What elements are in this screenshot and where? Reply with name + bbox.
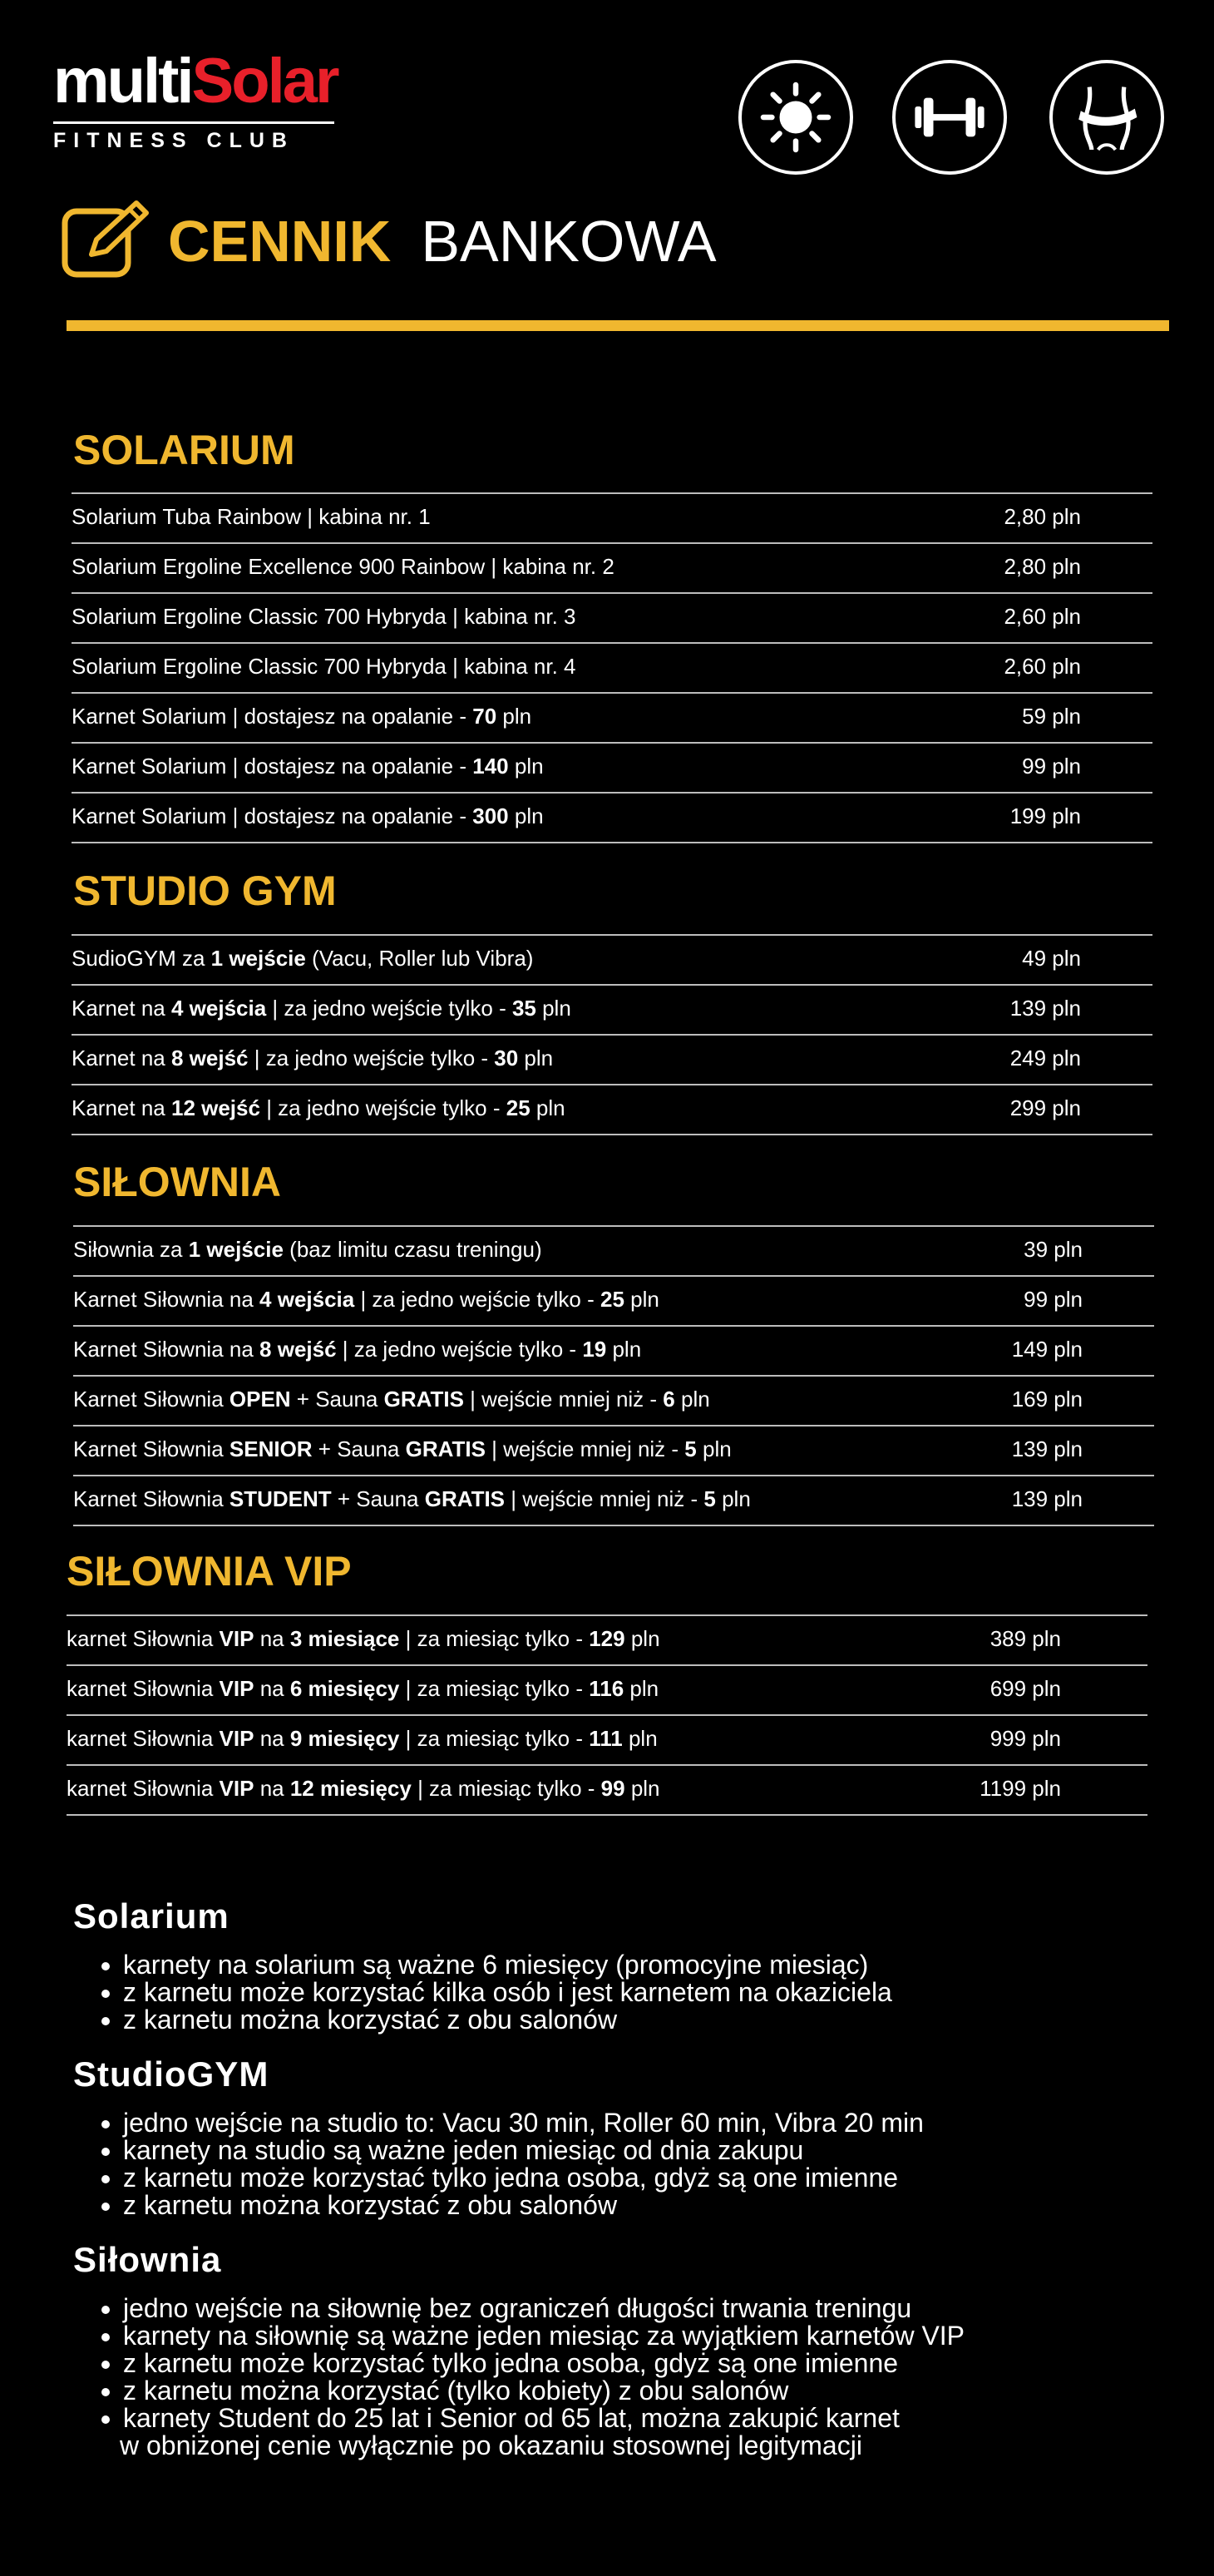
service-name xyxy=(72,554,614,580)
service-name-highlight: 111 xyxy=(589,1726,623,1751)
service-price: 149 pln xyxy=(1011,1337,1083,1362)
service-name-text: pln xyxy=(622,1726,658,1751)
service-name-highlight: 4 wejścia xyxy=(259,1287,355,1312)
service-price: 1199 pln xyxy=(980,1776,1061,1801)
info-heading: StudioGYM xyxy=(73,2054,269,2094)
price-table-silownia xyxy=(73,1225,1154,1526)
service-name-text: pln xyxy=(624,1626,660,1651)
service-name-text: pln xyxy=(535,996,571,1021)
service-name-text: Karnet Solarium | dostajesz na opalanie - xyxy=(72,803,473,828)
service-name-highlight: 5 xyxy=(684,1436,697,1461)
info-item: • z karnetu może korzystać kilka osób i jest karnetem na okaziciela xyxy=(123,1979,892,2006)
price-row xyxy=(73,1475,1154,1526)
price-row xyxy=(72,692,1152,742)
info-item: • z karnetu można korzystać z obu salonów xyxy=(123,2192,924,2219)
logo-solar: Solar xyxy=(191,46,338,116)
info-item: • karnety na studio są ważne jeden miesiąc od dnia zakupu xyxy=(123,2137,924,2164)
service-name-highlight: 12 miesięcy xyxy=(289,1776,412,1801)
price-row xyxy=(72,984,1152,1034)
service-name xyxy=(67,1726,658,1752)
service-name-highlight: 1 wejście xyxy=(188,1237,284,1262)
service-name-highlight: 70 xyxy=(472,704,497,729)
service-name-highlight: GRATIS xyxy=(405,1436,486,1461)
info-item: • z karnetu można korzystać z obu salonów xyxy=(123,2006,892,2034)
service-name-highlight: OPEN xyxy=(229,1387,291,1412)
service-price: 249 pln xyxy=(1009,1046,1081,1070)
logo-subtitle: FITNESS CLUB xyxy=(53,129,294,152)
logo-divider xyxy=(53,121,334,124)
info-item: • z karnetu może korzystać tylko jedna osoba, gdyż są one imienne xyxy=(123,2164,924,2192)
service-price: 2,60 pln xyxy=(1004,654,1081,679)
service-name xyxy=(67,1676,659,1702)
service-name-text: karnet Siłownia xyxy=(67,1626,220,1651)
title-location: BANKOWA xyxy=(421,209,717,274)
price-row xyxy=(73,1275,1154,1325)
service-name-text: Karnet Siłownia na xyxy=(73,1287,260,1312)
service-name-highlight: 9 miesięcy xyxy=(289,1726,400,1751)
price-row xyxy=(72,492,1152,542)
service-price: 389 pln xyxy=(989,1626,1061,1651)
service-name-text: Karnet Siłownia na xyxy=(73,1337,260,1362)
service-name xyxy=(72,604,576,630)
service-name-text: Solarium Ergoline Classic 700 Hybryda | kabina nr. 3 xyxy=(72,604,576,629)
price-row xyxy=(67,1614,1147,1664)
info-list xyxy=(120,2293,965,2460)
service-name-text: karnet Siłownia xyxy=(67,1726,220,1751)
title-main: CENNIK xyxy=(168,209,392,274)
service-price: 99 pln xyxy=(1022,754,1081,779)
service-name-highlight: GRATIS xyxy=(424,1486,506,1511)
service-name-highlight: 8 wejść xyxy=(170,1046,249,1070)
info-item: • karnety na siłownię są ważne jeden miesiąc za wyjątkiem karnetów VIP xyxy=(123,2322,965,2350)
service-name-text: Karnet Solarium | dostajesz na opalanie - xyxy=(72,704,473,729)
price-table-silownia-vip xyxy=(67,1614,1147,1816)
service-price: 139 pln xyxy=(1011,1486,1083,1511)
section-title-silownia-vip: SIŁOWNIA VIP xyxy=(67,1548,352,1595)
service-name-text: | za jedno wejście tylko - xyxy=(259,1095,506,1120)
price-row xyxy=(73,1225,1154,1275)
dumbbell-icon xyxy=(892,60,1007,175)
service-name-text: Karnet Solarium | dostajesz na opalanie - xyxy=(72,754,473,779)
service-name-text: Karnet na xyxy=(72,1095,171,1120)
service-name xyxy=(72,504,431,530)
service-name xyxy=(67,1776,660,1802)
service-name-text: pln xyxy=(624,1287,659,1312)
service-name-text: pln xyxy=(715,1486,751,1511)
service-price: 2,80 pln xyxy=(1004,554,1081,579)
service-name-highlight: 140 xyxy=(472,754,509,779)
service-name xyxy=(73,1237,542,1263)
info-item: • jedno wejście na siłownię bez ograniczeń długości trwania treningu xyxy=(123,2295,965,2322)
service-price: 999 pln xyxy=(989,1726,1061,1751)
service-name-text: Karnet Siłownia xyxy=(73,1436,229,1461)
service-name-text: pln xyxy=(696,1436,732,1461)
sun-icon xyxy=(738,60,853,175)
service-name-highlight: 99 xyxy=(600,1776,625,1801)
service-price: 169 pln xyxy=(1011,1387,1083,1412)
service-name-highlight: 25 xyxy=(506,1095,531,1120)
service-name-text: | za miesiąc tylko - xyxy=(399,1726,590,1751)
info-item: • karnety na solarium są ważne 6 miesięcy (promocyjne miesiąc) xyxy=(123,1951,892,1979)
service-price: 139 pln xyxy=(1011,1436,1083,1461)
price-row xyxy=(72,1034,1152,1084)
info-solarium xyxy=(73,1896,892,2034)
service-name-highlight: 12 wejść xyxy=(170,1095,260,1120)
service-name-highlight: 6 miesięcy xyxy=(289,1676,400,1701)
service-name-text: + Sauna xyxy=(312,1436,406,1461)
section-title-silownia: SIŁOWNIA xyxy=(73,1159,281,1205)
service-name-text: pln xyxy=(624,1676,659,1701)
service-name xyxy=(72,704,531,729)
info-heading: Solarium xyxy=(73,1896,229,1936)
service-name-highlight: VIP xyxy=(219,1726,254,1751)
info-studiogym xyxy=(73,2054,924,2219)
service-name-text: pln xyxy=(674,1387,710,1412)
service-name-highlight: 25 xyxy=(600,1287,624,1312)
service-name-highlight: VIP xyxy=(219,1626,254,1651)
service-name-highlight: 3 miesiące xyxy=(289,1626,400,1651)
info-silownia xyxy=(73,2240,965,2460)
service-name-highlight: 116 xyxy=(589,1676,624,1701)
service-name-highlight: 1 wejście xyxy=(210,946,306,971)
service-name-text: na xyxy=(254,1776,290,1801)
service-name-highlight: STUDENT xyxy=(229,1486,332,1511)
price-row xyxy=(72,542,1152,592)
service-name-text: Solarium Tuba Rainbow | kabina nr. 1 xyxy=(72,504,431,529)
service-name-text: karnet Siłownia xyxy=(67,1676,220,1701)
service-name-text: | za jedno wejście tylko - xyxy=(354,1287,600,1312)
service-name-highlight: 300 xyxy=(472,803,509,828)
service-name-text: | za miesiąc tylko - xyxy=(399,1676,590,1701)
service-name xyxy=(72,754,544,779)
service-name-text: na xyxy=(254,1676,290,1701)
service-name xyxy=(73,1337,641,1362)
price-row xyxy=(73,1425,1154,1475)
price-row xyxy=(72,742,1152,792)
service-name xyxy=(72,803,544,829)
info-item: • z karnetu może korzystać tylko jedna osoba, gdyż są one imienne xyxy=(123,2350,965,2377)
service-name-highlight: VIP xyxy=(219,1676,254,1701)
service-name-text: Karnet Siłownia xyxy=(73,1486,229,1511)
price-row xyxy=(72,642,1152,692)
service-name xyxy=(72,1046,553,1071)
service-price: 2,80 pln xyxy=(1004,504,1081,529)
service-price: 139 pln xyxy=(1009,996,1081,1021)
service-name-text: | za miesiąc tylko - xyxy=(399,1626,590,1651)
service-name xyxy=(67,1626,660,1652)
service-name-highlight: GRATIS xyxy=(383,1387,464,1412)
price-row xyxy=(72,934,1152,984)
service-name xyxy=(72,996,571,1021)
service-name-text: | za jedno wejście tylko - xyxy=(336,1337,583,1362)
info-item: • karnety Student do 25 lat i Senior od 65 lat, można zakupić karnet xyxy=(123,2405,965,2432)
service-name xyxy=(72,946,533,972)
service-name xyxy=(73,1436,732,1462)
logo-multi: multi xyxy=(53,46,192,116)
service-price: 199 pln xyxy=(1009,803,1081,828)
service-name-text: pln xyxy=(496,704,532,729)
service-name-highlight: 4 wejścia xyxy=(170,996,267,1021)
service-name-text: (Vacu, Roller lub Vibra) xyxy=(305,946,534,971)
service-name-text: pln xyxy=(508,754,544,779)
price-table-solarium xyxy=(72,492,1152,843)
service-name-text: | za jedno wejście tylko - xyxy=(266,996,512,1021)
service-name-text: | wejście mniej niż - xyxy=(505,1486,704,1511)
price-row xyxy=(72,792,1152,843)
info-list xyxy=(123,1951,892,2034)
page-title xyxy=(60,200,717,283)
service-name-text: Solarium Ergoline Excellence 900 Rainbow | kabina nr. 2 xyxy=(72,554,614,579)
service-name xyxy=(73,1287,659,1313)
service-name-text: + Sauna xyxy=(290,1387,384,1412)
service-name-text: karnet Siłownia xyxy=(67,1776,220,1801)
edit-icon xyxy=(60,200,160,283)
service-name-text: | wejście mniej niż - xyxy=(485,1436,685,1461)
service-name-text: + Sauna xyxy=(331,1486,425,1511)
service-name-text: na xyxy=(254,1626,290,1651)
service-price: 49 pln xyxy=(1022,946,1081,971)
service-price: 39 pln xyxy=(1024,1237,1083,1262)
price-row xyxy=(67,1664,1147,1714)
service-price: 99 pln xyxy=(1024,1287,1083,1312)
service-price: 299 pln xyxy=(1009,1095,1081,1120)
service-name-highlight: 8 wejść xyxy=(259,1337,337,1362)
title-underline xyxy=(67,320,1169,331)
price-table-studio-gym xyxy=(72,934,1152,1135)
price-row xyxy=(67,1714,1147,1764)
service-name xyxy=(72,654,576,680)
logo xyxy=(53,46,338,153)
service-name-text: pln xyxy=(530,1095,565,1120)
service-name-text: | za jedno wejście tylko - xyxy=(248,1046,495,1070)
info-item: w obniżonej cenie wyłącznie po okazaniu stosownej legitymacji xyxy=(120,2430,862,2460)
price-row xyxy=(73,1375,1154,1425)
service-name-highlight: VIP xyxy=(219,1776,254,1801)
service-name-highlight: 19 xyxy=(582,1337,607,1362)
section-title-studio-gym: STUDIO GYM xyxy=(73,868,337,914)
service-name-text: (baz limitu czasu treningu) xyxy=(283,1237,542,1262)
service-name-text: Siłownia za xyxy=(73,1237,189,1262)
service-name-text: pln xyxy=(508,803,544,828)
section-title-solarium: SOLARIUM xyxy=(73,427,295,473)
service-name-text: na xyxy=(254,1726,290,1751)
service-name-text: pln xyxy=(518,1046,554,1070)
service-name-highlight: 129 xyxy=(589,1626,625,1651)
service-name-text: pln xyxy=(624,1776,660,1801)
service-name xyxy=(72,1095,565,1121)
price-row xyxy=(67,1764,1147,1816)
info-heading: Siłownia xyxy=(73,2240,222,2279)
info-item: • z karnetu można korzystać (tylko kobiety) z obu salonów xyxy=(123,2377,965,2405)
price-row xyxy=(73,1325,1154,1375)
service-name-text: Karnet Siłownia xyxy=(73,1387,229,1412)
service-price: 2,60 pln xyxy=(1004,604,1081,629)
service-name-highlight: 30 xyxy=(494,1046,519,1070)
service-name-text: Karnet na xyxy=(72,1046,171,1070)
service-name-text: pln xyxy=(606,1337,642,1362)
service-name-highlight: 5 xyxy=(703,1486,716,1511)
service-name-text: | wejście mniej niż - xyxy=(463,1387,664,1412)
service-name-text: SudioGYM za xyxy=(72,946,211,971)
service-price: 699 pln xyxy=(989,1676,1061,1701)
service-name-highlight: 6 xyxy=(663,1387,675,1412)
info-item: • jedno wejście na studio to: Vacu 30 min, Roller 60 min, Vibra 20 min xyxy=(123,2109,924,2137)
price-row xyxy=(72,592,1152,642)
service-name-highlight: 35 xyxy=(511,996,536,1021)
waist-measure-icon xyxy=(1049,60,1164,175)
info-list xyxy=(123,2109,924,2219)
price-row xyxy=(72,1084,1152,1135)
service-name xyxy=(73,1387,710,1412)
service-name-text: | za miesiąc tylko - xyxy=(411,1776,601,1801)
service-name-highlight: SENIOR xyxy=(229,1436,313,1461)
service-name-text: Solarium Ergoline Classic 700 Hybryda | kabina nr. 4 xyxy=(72,654,576,679)
service-name-text: Karnet na xyxy=(72,996,171,1021)
service-price: 59 pln xyxy=(1022,704,1081,729)
service-name xyxy=(73,1486,751,1512)
